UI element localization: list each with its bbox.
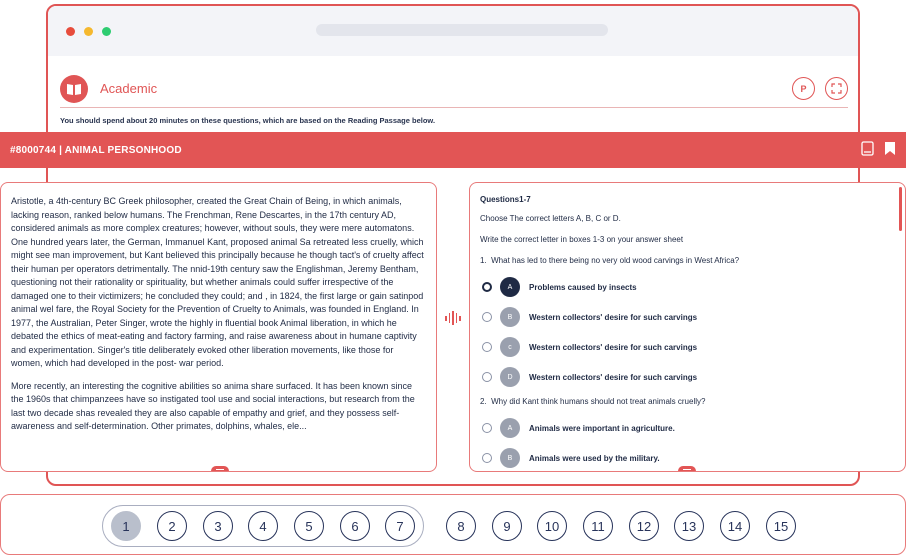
question-navigation-bar	[0, 494, 906, 555]
minimize-window-dot[interactable]	[84, 27, 93, 36]
panel-resize-divider-icon[interactable]	[445, 311, 461, 325]
option-letter[interactable]: c	[500, 337, 520, 357]
option-text[interactable]: Problems caused by insects	[529, 282, 637, 292]
question-nav-10[interactable]: 10	[537, 511, 567, 541]
question-nav-2[interactable]: 2	[157, 511, 187, 541]
answer-option[interactable]	[480, 307, 895, 327]
radio-button[interactable]	[482, 372, 492, 382]
questions-panel[interactable]	[469, 182, 906, 472]
answer-option[interactable]	[480, 277, 895, 297]
passage-resize-handle[interactable]	[211, 466, 229, 472]
answer-option[interactable]	[480, 418, 895, 438]
bookmark-icon[interactable]	[884, 141, 896, 159]
question-nav-12[interactable]: 12	[629, 511, 659, 541]
answer-option[interactable]	[480, 448, 895, 468]
question-nav-8[interactable]: 8	[446, 511, 476, 541]
option-letter[interactable]: B	[500, 448, 520, 468]
question-2	[480, 397, 895, 406]
question-nav-6[interactable]: 6	[340, 511, 370, 541]
notebook-icon[interactable]	[861, 141, 874, 159]
radio-button[interactable]	[482, 342, 492, 352]
option-text[interactable]: Western collectors' desire for such carvings	[529, 312, 698, 322]
question-nav-4[interactable]: 4	[248, 511, 278, 541]
book-icon	[60, 75, 88, 103]
question-number: 2.	[480, 397, 487, 406]
option-letter[interactable]: A	[500, 277, 520, 297]
window-titlebar	[48, 6, 858, 56]
question-nav-7[interactable]: 7	[385, 511, 415, 541]
choose-instruction: Choose The correct letters A, B, C or D.	[480, 214, 621, 223]
question-nav-13[interactable]: 13	[674, 511, 704, 541]
passage-title: #8000744 | ANIMAL PERSONHOOD	[10, 144, 182, 156]
questions-heading: Questions1-7	[480, 195, 531, 204]
questions-resize-handle[interactable]	[678, 466, 696, 472]
p-button[interactable]: P	[792, 77, 815, 100]
questions-scrollbar[interactable]	[899, 187, 902, 231]
write-instruction: Write the correct letter in boxes 1-3 on your answer sheet	[480, 235, 684, 244]
option-letter[interactable]: A	[500, 418, 520, 438]
option-text[interactable]: Western collectors' desire for such carvings	[529, 342, 698, 352]
reading-passage-panel[interactable]	[0, 182, 437, 472]
question-number: 1.	[480, 256, 487, 265]
option-text[interactable]: Animals were used by the military.	[529, 453, 660, 463]
question-nav-14[interactable]: 14	[720, 511, 750, 541]
question-nav-3[interactable]: 3	[203, 511, 233, 541]
answer-option[interactable]	[480, 337, 895, 357]
question-nav-11[interactable]: 11	[583, 511, 613, 541]
radio-button[interactable]	[482, 282, 492, 292]
question-nav-9[interactable]: 9	[492, 511, 522, 541]
question-nav-5[interactable]: 5	[294, 511, 324, 541]
question-text: What has led to there being no very old wood carvings in West Africa?	[491, 256, 740, 265]
option-text[interactable]: Western collectors' desire for such carvings	[529, 372, 698, 382]
radio-button[interactable]	[482, 453, 492, 463]
question-1	[480, 256, 895, 265]
passage-paragraph-2: More recently, an interesting the cognitive abilities so anima share surfaced. It has been known since the 1960s that chimpanzees have so instigated tool use and social interactions, but research from the last two decade shas revealed they are also capable of empathy and grief, and they possess self-awareness and self-determination. Other primates, dolphins, whales, ele...	[11, 380, 415, 431]
option-letter[interactable]: B	[500, 307, 520, 327]
radio-button[interactable]	[482, 423, 492, 433]
question-nav-1[interactable]: 1	[111, 511, 141, 541]
passage-title-bar	[0, 132, 906, 168]
option-letter[interactable]: D	[500, 367, 520, 387]
radio-button[interactable]	[482, 312, 492, 322]
answer-option[interactable]	[480, 367, 895, 387]
option-text[interactable]: Animals were important in agriculture.	[529, 423, 675, 433]
fullscreen-icon[interactable]	[825, 77, 848, 100]
passage-paragraph-1: Aristotle, a 4th-century BC Greek philosopher, created the Great Chain of Being, in which animals, lacking reason, ranked below humans. The Frenchman, Rene Descartes, in the 17th century AD, considered animals as more complex creatures; however, without souls, they were mere automatons. One hundred years later, the German, Immanuel Kant, proposed animal Sa retreated less cruelly, which might see man improvement, but Kant believed this principally because he though tact's of cruelty affect their human per operators detrimentally. The nnid-19th century saw the Englishman, Jeremy Bentham, questioning not their rationality or spirituality, but whether animals could suffer irrespective of the damaged one to their victimizers; he concluded they could; and , in 1824, the first large or gain satinpod animal wel fare, the Royal Society for the Prevention of Cruelty to Animals, was founded in England. In 1977, the Australian, Peter Singer, wrote the highly in fluential book Animal liberation, in which he debated the ethics of meat-eating and factory farming, and raise awareness about in humane captivity and experimentation. Singer's title deliberately evoked other liberation movements, like those for women, which had developed in the post- war period.	[11, 196, 424, 368]
time-instructions: You should spend about 20 minutes on these questions, which are based on the Reading Passage below.	[60, 116, 436, 125]
maximize-window-dot[interactable]	[102, 27, 111, 36]
app-header	[60, 70, 848, 108]
close-window-dot[interactable]	[66, 27, 75, 36]
question-nav-15[interactable]: 15	[766, 511, 796, 541]
address-bar[interactable]	[316, 24, 608, 36]
app-title: Academic	[100, 81, 158, 96]
question-text: Why did Kant think humans should not treat animals cruelly?	[491, 397, 706, 406]
